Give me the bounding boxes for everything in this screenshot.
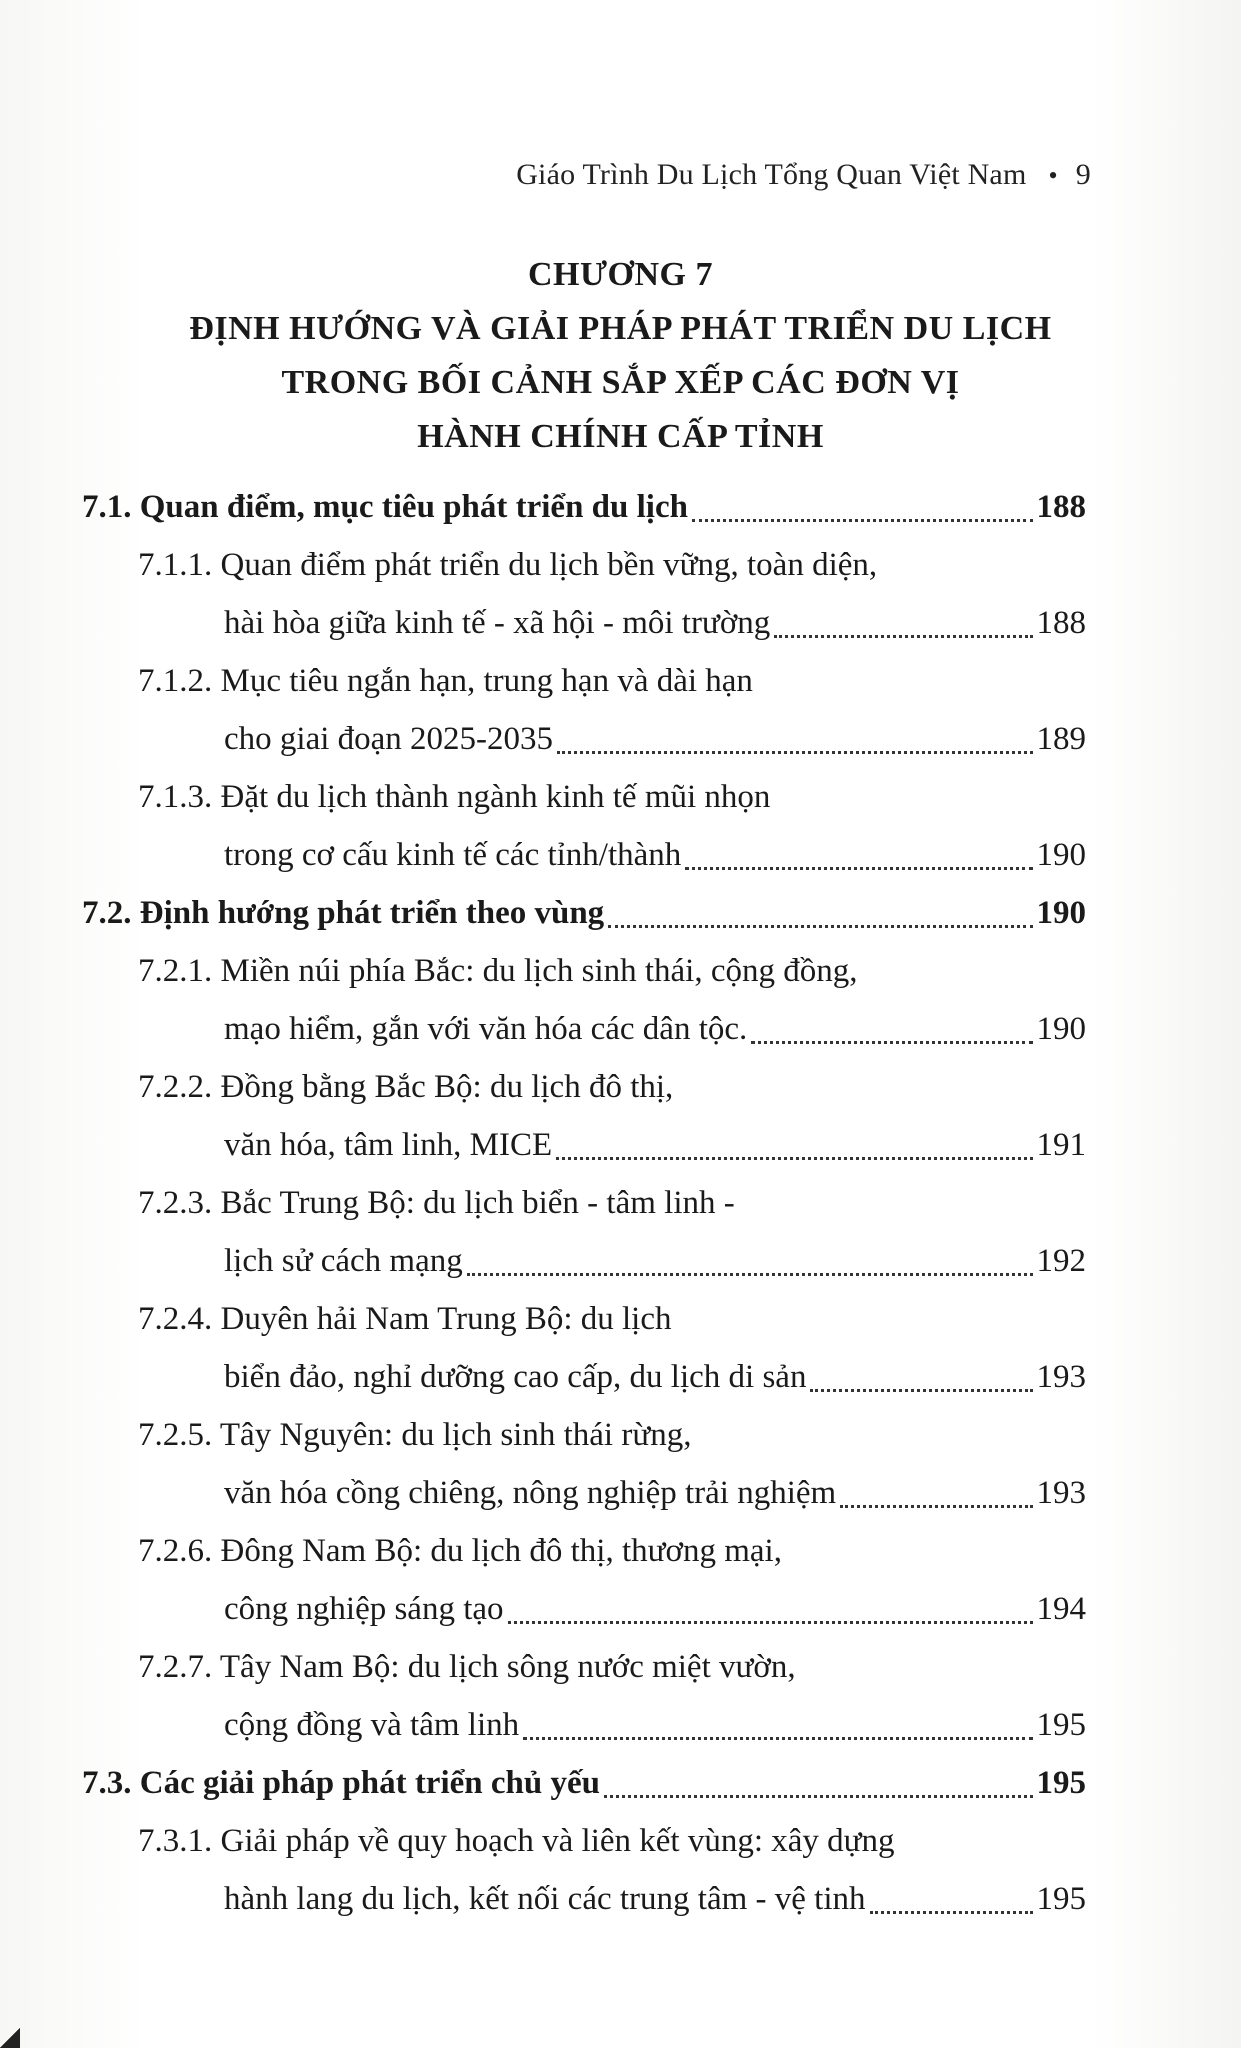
toc-entry bbox=[82, 652, 1086, 710]
page-number: 9 bbox=[1075, 158, 1091, 191]
toc-entry-page: 192 bbox=[1036, 1243, 1086, 1279]
toc-entry bbox=[82, 942, 1086, 1000]
toc-entry-page: 190 bbox=[1036, 837, 1086, 873]
toc-entry-text: 7.3. Các giải pháp phát triển chủ yếu bbox=[82, 1765, 600, 1801]
toc-entry-page: 194 bbox=[1036, 1591, 1086, 1627]
toc-entry bbox=[82, 1174, 1086, 1232]
toc-entry bbox=[82, 1348, 1086, 1406]
toc-entry-page: 189 bbox=[1036, 721, 1086, 757]
toc-entry-text: 7.1.2. Mục tiêu ngắn hạn, trung hạn và dài hạn bbox=[138, 663, 753, 699]
toc-entry-text: 7.1.1. Quan điểm phát triển du lịch bền vững, toàn diện, bbox=[138, 547, 878, 583]
toc-entry bbox=[82, 536, 1086, 594]
chapter-title-line: ĐỊNH HƯỚNG VÀ GIẢI PHÁP PHÁT TRIỂN DU LỊCH bbox=[189, 310, 1052, 347]
toc-entry-text: 7.2.4. Duyên hải Nam Trung Bộ: du lịch bbox=[138, 1301, 672, 1337]
toc-entry-page: 188 bbox=[1036, 605, 1086, 641]
toc-entry bbox=[82, 710, 1086, 768]
toc-entry-text: công nghiệp sáng tạo bbox=[224, 1591, 504, 1627]
toc-entry-text: cho giai đoạn 2025-2035 bbox=[224, 721, 554, 757]
running-head bbox=[516, 158, 1091, 192]
toc-entry-text: 7.1.3. Đặt du lịch thành ngành kinh tế mũi nhọn bbox=[138, 779, 771, 815]
toc-entry bbox=[82, 1812, 1086, 1870]
dot-leader bbox=[810, 1388, 1032, 1392]
toc-entry-text: 7.2.5. Tây Nguyên: du lịch sinh thái rừng, bbox=[138, 1417, 692, 1453]
toc-entry bbox=[82, 1000, 1086, 1058]
toc-entry-page: 193 bbox=[1036, 1475, 1086, 1511]
dot-leader bbox=[692, 518, 1033, 522]
page-corner-shadow bbox=[0, 2028, 20, 2048]
dot-leader bbox=[508, 1620, 1033, 1624]
dot-leader bbox=[685, 866, 1032, 870]
toc-entry bbox=[82, 1696, 1086, 1754]
dot-leader bbox=[840, 1504, 1032, 1508]
book-title: Giáo Trình Du Lịch Tổng Quan Việt Nam bbox=[516, 158, 1027, 191]
toc-entry bbox=[82, 594, 1086, 652]
toc-entry bbox=[82, 1580, 1086, 1638]
toc-entry-text: văn hóa cồng chiêng, nông nghiệp trải nghiệm bbox=[224, 1475, 837, 1511]
toc-entry-text: mạo hiểm, gắn với văn hóa các dân tộc. bbox=[224, 1011, 748, 1047]
dot-leader bbox=[774, 634, 1032, 638]
toc-entry-page: 195 bbox=[1036, 1881, 1086, 1917]
table-of-contents bbox=[82, 478, 1086, 1928]
toc-entry bbox=[82, 1290, 1086, 1348]
dot-leader bbox=[523, 1736, 1032, 1740]
dot-leader bbox=[467, 1272, 1033, 1276]
toc-entry-page: 190 bbox=[1036, 895, 1086, 931]
chapter-title-line: TRONG BỐI CẢNH SẮP XẾP CÁC ĐƠN VỊ bbox=[281, 364, 960, 401]
toc-entry-page: 195 bbox=[1036, 1765, 1086, 1801]
toc-entry-text: văn hóa, tâm linh, MICE bbox=[224, 1127, 553, 1163]
bullet-separator: • bbox=[1048, 161, 1058, 190]
toc-entry-text: 7.2.6. Đông Nam Bộ: du lịch đô thị, thương mại, bbox=[138, 1533, 782, 1569]
dot-leader bbox=[556, 1156, 1032, 1160]
toc-entry-text: 7.2.7. Tây Nam Bộ: du lịch sông nước miệt vườn, bbox=[138, 1649, 796, 1685]
toc-entry-text: 7.2.1. Miền núi phía Bắc: du lịch sinh thái, cộng đồng, bbox=[138, 953, 858, 989]
dot-leader bbox=[870, 1910, 1033, 1914]
toc-entry bbox=[82, 478, 1086, 536]
toc-entry-text: hài hòa giữa kinh tế - xã hội - môi trường bbox=[224, 605, 771, 641]
toc-entry-text: 7.1. Quan điểm, mục tiêu phát triển du lịch bbox=[82, 489, 688, 525]
toc-entry-page: 193 bbox=[1036, 1359, 1086, 1395]
toc-entry bbox=[82, 1406, 1086, 1464]
dot-leader bbox=[751, 1040, 1032, 1044]
chapter-heading bbox=[0, 248, 1241, 464]
chapter-label: CHƯƠNG 7 bbox=[527, 256, 713, 293]
toc-entry-page: 190 bbox=[1036, 1011, 1086, 1047]
toc-entry-text: hành lang du lịch, kết nối các trung tâm - vệ tinh bbox=[224, 1881, 866, 1917]
toc-entry bbox=[82, 1116, 1086, 1174]
toc-entry bbox=[82, 1522, 1086, 1580]
toc-entry-text: trong cơ cấu kinh tế các tỉnh/thành bbox=[224, 837, 682, 873]
toc-entry-page: 188 bbox=[1036, 489, 1086, 525]
toc-entry bbox=[82, 1058, 1086, 1116]
toc-entry bbox=[82, 768, 1086, 826]
toc-entry bbox=[82, 826, 1086, 884]
toc-entry-text: lịch sử cách mạng bbox=[224, 1243, 463, 1279]
toc-entry bbox=[82, 1464, 1086, 1522]
dot-leader bbox=[604, 1794, 1033, 1798]
dot-leader bbox=[608, 924, 1032, 928]
toc-entry-page: 191 bbox=[1036, 1127, 1086, 1163]
toc-entry-text: 7.2.3. Bắc Trung Bộ: du lịch biển - tâm linh - bbox=[138, 1185, 735, 1221]
toc-entry bbox=[82, 884, 1086, 942]
toc-entry-text: 7.2. Định hướng phát triển theo vùng bbox=[82, 895, 605, 931]
chapter-title-line: HÀNH CHÍNH CẤP TỈNH bbox=[417, 418, 824, 455]
toc-entry bbox=[82, 1754, 1086, 1812]
toc-entry bbox=[82, 1232, 1086, 1290]
toc-entry-text: biển đảo, nghỉ dưỡng cao cấp, du lịch di sản bbox=[224, 1359, 807, 1395]
toc-entry bbox=[82, 1870, 1086, 1928]
dot-leader bbox=[557, 750, 1032, 754]
toc-entry-text: cộng đồng và tâm linh bbox=[224, 1707, 520, 1743]
toc-entry-page: 195 bbox=[1036, 1707, 1086, 1743]
toc-entry-text: 7.2.2. Đồng bằng Bắc Bộ: du lịch đô thị, bbox=[138, 1069, 674, 1105]
toc-entry-text: 7.3.1. Giải pháp về quy hoạch và liên kết vùng: xây dựng bbox=[138, 1823, 895, 1859]
toc-entry bbox=[82, 1638, 1086, 1696]
